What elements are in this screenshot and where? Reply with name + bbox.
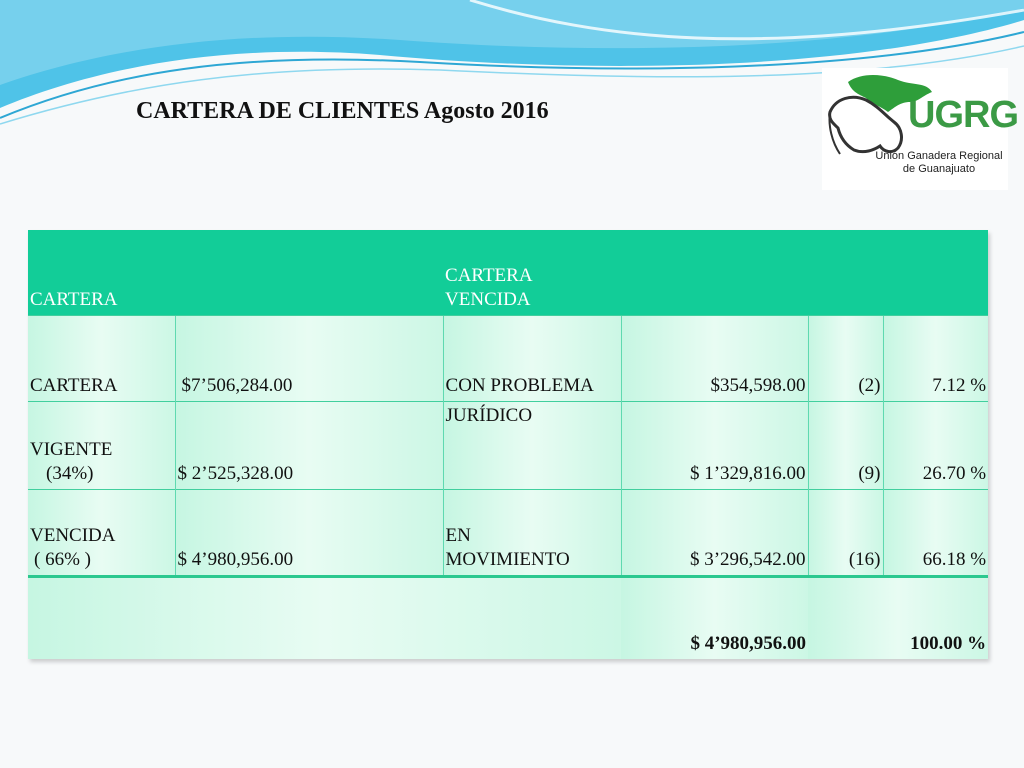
cartera-table	[28, 230, 988, 659]
table-row	[28, 316, 988, 402]
table-header-row	[28, 230, 988, 316]
row-label: VIGENTE (34%)	[28, 402, 175, 490]
row-count: (2)	[808, 316, 883, 402]
row-vencida-amount: $354,598.00	[621, 316, 808, 402]
table-total-row	[28, 577, 988, 660]
row-amount: $ 4’980,956.00	[175, 490, 443, 577]
row-category: EN MOVIMIENTO	[443, 490, 621, 577]
logo-acronym: UGRG	[908, 94, 1018, 136]
header-cartera-vencida-line2: VENCIDA	[445, 289, 531, 310]
page-title: CARTERA DE CLIENTES Agosto 2016	[136, 98, 549, 124]
ugrg-logo	[822, 68, 1018, 190]
row-count: (16)	[808, 490, 883, 577]
logo-subtitle-line1: Unión Ganadera Regional	[875, 150, 1003, 162]
row-amount: $7’506,284.00	[175, 316, 443, 402]
row-percent: 26.70 %	[883, 402, 988, 490]
total-amount: $ 4’980,956.00	[621, 577, 808, 660]
header-cartera-vencida	[443, 230, 988, 316]
table-row	[28, 490, 988, 577]
row-category: JURÍDICO	[443, 402, 621, 490]
header-cartera: CARTERA	[28, 230, 443, 316]
row-percent: 7.12 %	[883, 316, 988, 402]
table-row	[28, 402, 988, 490]
total-percent: 100.00 %	[808, 577, 988, 660]
row-percent: 66.18 %	[883, 490, 988, 577]
header-cartera-vencida-line1: CARTERA	[445, 265, 533, 286]
row-category: CON PROBLEMA	[443, 316, 621, 402]
row-label: VENCIDA ( 66% )	[28, 490, 175, 577]
logo-subtitle-line2: de Guanajuato	[902, 163, 976, 175]
row-vencida-amount: $ 1’329,816.00	[621, 402, 808, 490]
row-amount: $ 2’525,328.00	[175, 402, 443, 490]
row-count: (9)	[808, 402, 883, 490]
row-vencida-amount: $ 3’296,542.00	[621, 490, 808, 577]
row-label: CARTERA	[28, 316, 175, 402]
